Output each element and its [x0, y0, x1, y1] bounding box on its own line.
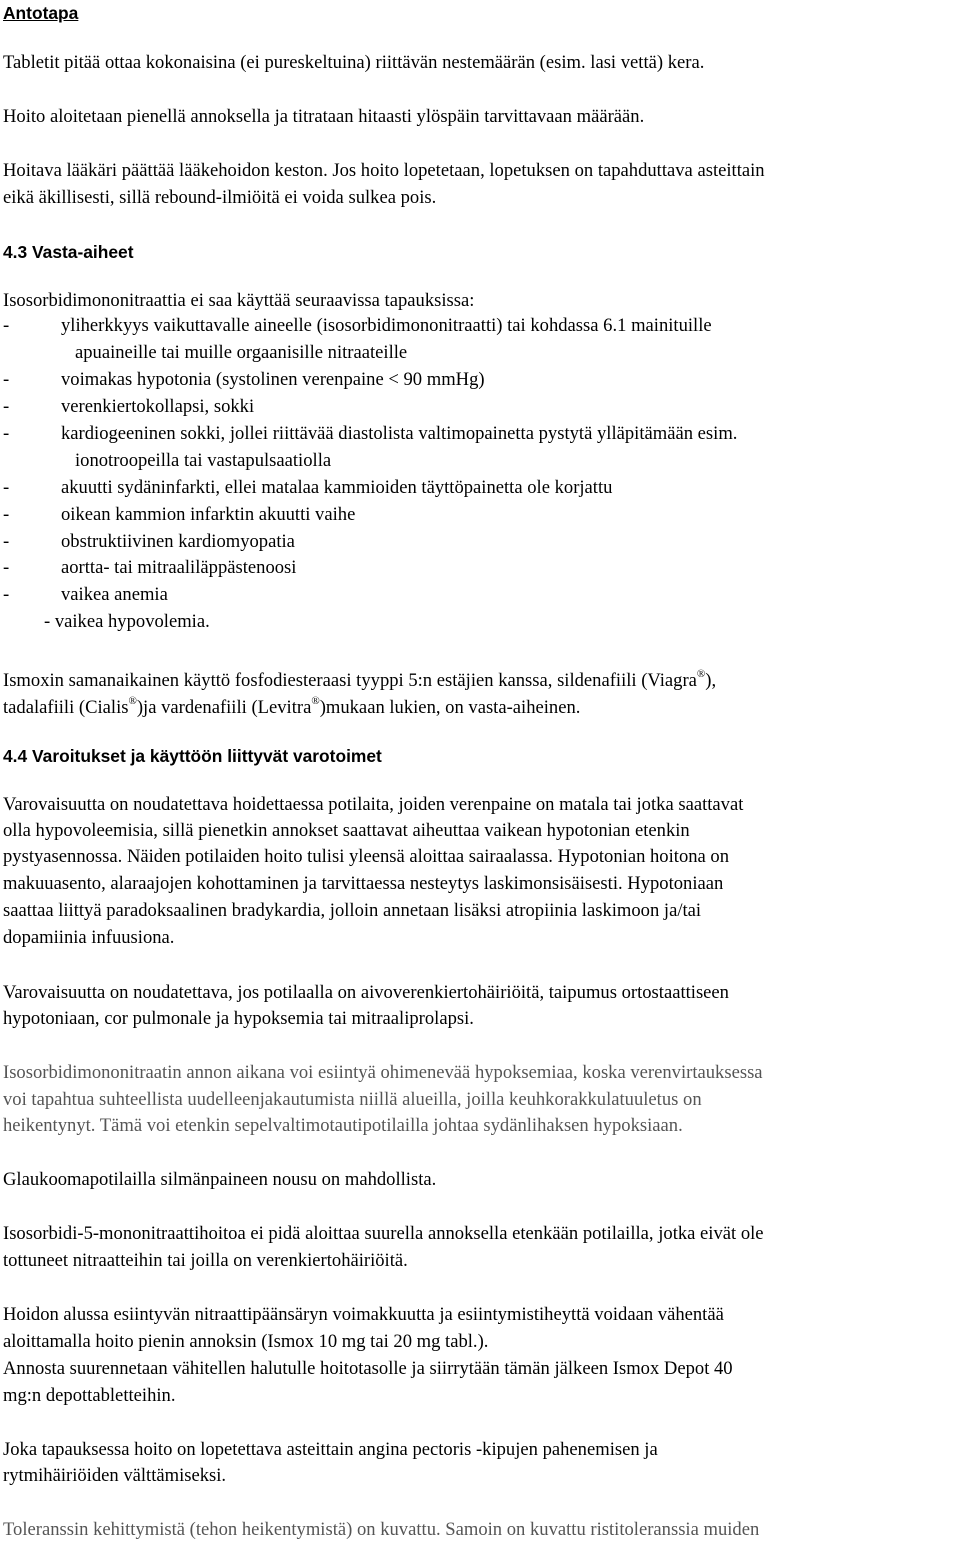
warn-p5-line: Isosorbidi-5-mononitraattihoitoa ei pidä aloittaa suurella annoksella etenkään potilailla, jotka eivät ole	[3, 1223, 764, 1244]
pde5-line-2	[3, 690, 580, 721]
admin-line-1: Tabletit pitää ottaa kokonaisina (ei pureskeltuina) riittävän nestemäärän (esim. lasi vettä) kera.	[3, 52, 705, 73]
warn-p6-line: aloittamalla hoito pienin annoksin (Ismox 10 mg tai 20 mg tabl.).	[3, 1331, 489, 1352]
bullet-dash: -	[3, 369, 10, 390]
warn-p6-line: Hoidon alussa esiintyvän nitraattipäänsäryn voimakkuutta ja esiintymistiheyttä voidaan vähentää	[3, 1304, 724, 1325]
warn-p5-line: tottuneet nitraatteihin tai joilla on verenkiertohäiriöitä.	[3, 1250, 408, 1271]
admin-line-3: Hoitava lääkäri päättää lääkehoidon keston. Jos hoito lopetetaan, lopetuksen on tapahduttava asteittain	[3, 160, 765, 181]
contra-intro: Isosorbidimononitraattia ei saa käyttää seuraavissa tapauksissa:	[3, 290, 475, 311]
contra-item-text: akuutti sydäninfarkti, ellei matalaa kammioiden täyttöpainetta ole korjattu	[61, 477, 613, 498]
bullet-dash: -	[3, 423, 10, 444]
pde5-text: tadalafiili (Cialis	[3, 697, 129, 719]
contra-item-text: kardiogeeninen sokki, jollei riittävää diastolista valtimopainetta pystytä ylläpitämään esim.	[61, 423, 738, 444]
contra-item-text: oikean kammion infarktin akuutti vaihe	[61, 504, 356, 525]
warn-p1-line: pystyasennossa. Näiden potilaiden hoito tulisi yleensä aloittaa sairaalassa. Hypotonian hoitona on	[3, 846, 730, 867]
contra-item-text: vaikea anemia	[61, 584, 168, 605]
section-4-4-heading: 4.4 Varoitukset ja käyttöön liittyvät varotoimet	[3, 746, 382, 766]
registered-mark: ®	[696, 668, 706, 680]
bullet-dash: -	[3, 531, 10, 552]
warn-p1-line: dopamiinia infuusiona.	[3, 927, 175, 948]
warn-p1-line: olla hypovoleemisia, sillä pienetkin annokset saattavat aiheuttaa vaikean hypotonian etenkin	[3, 820, 690, 841]
admin-line-2: Hoito aloitetaan pienellä annoksella ja titrataan hitaasti ylöspäin tarvittavaan määrään.	[3, 106, 645, 127]
warn-p7-line: rytmihäiriöiden välttämiseksi.	[3, 1465, 227, 1486]
pde5-text: ),	[705, 670, 717, 692]
contra-item-text: obstruktiivinen kardiomyopatia	[61, 531, 295, 552]
heading-antotapa: Antotapa	[3, 3, 79, 23]
bullet-dash: -	[3, 504, 10, 525]
contra-item-last: - vaikea hypovolemia.	[44, 611, 210, 632]
warn-p6-line: Annosta suurennetaan vähitellen halutulle hoitotasolle ja siirrytään tämän jälkeen Ismox Depot 40	[3, 1358, 733, 1379]
warn-p1-line: saattaa liittyä paradoksaalinen bradykardia, jolloin annetaan lisäksi atropiinia laskimoon ja/tai	[3, 900, 702, 921]
contra-item-text: voimakas hypotonia (systolinen verenpaine < 90 mmHg)	[61, 369, 485, 390]
warn-p4-line: Glaukoomapotilailla silmänpaineen nousu on mahdollista.	[3, 1169, 437, 1190]
pde5-text: )ja vardenafiili (Levitra	[136, 697, 312, 719]
bullet-dash: -	[3, 315, 10, 336]
pde5-text: Ismoxin samanaikainen käyttö fosfodiesteraasi tyyppi 5:n estäjien kanssa, sildenafiili (Viagra	[3, 670, 697, 692]
warn-p3-line: heikentynyt. Tämä voi etenkin sepelvaltimotautipotilailla johtaa sydänlihaksen hypoksiaan.	[3, 1115, 683, 1136]
warn-p8-line: Toleranssin kehittymistä (tehon heikentymistä) on kuvattu. Samoin on kuvattu ristitoleranssia muiden	[3, 1519, 760, 1540]
warn-p1-line: makuuasento, alaraajojen kohottaminen ja tarvittaessa nesteytys laskimonsisäisesti. Hypotoniaan	[3, 873, 724, 894]
registered-mark: ®	[311, 695, 320, 707]
bullet-dash: -	[3, 477, 10, 498]
section-4-3-heading: 4.3 Vasta-aiheet	[3, 242, 134, 262]
contra-item-text: yliherkkyys vaikuttavalle aineelle (isosorbidimononitraatti) tai kohdassa 6.1 mainituille	[61, 315, 712, 336]
warn-p6-line: mg:n depottabletteihin.	[3, 1385, 176, 1406]
contra-item-continuation: ionotroopeilla tai vastapulsaatiolla	[75, 450, 332, 471]
pde5-text: )mukaan lukien, on vasta-aiheinen.	[319, 697, 581, 719]
warn-p2-line: hypotoniaan, cor pulmonale ja hypoksemia tai mitraaliprolapsi.	[3, 1008, 474, 1029]
bullet-dash: -	[3, 584, 10, 605]
warn-p3-line: Isosorbidimononitraatin annon aikana voi esiintyä ohimenevää hypoksemiaa, koska verenvirtauksessa	[3, 1062, 763, 1083]
bullet-dash: -	[3, 557, 10, 578]
contra-item-continuation: apuaineille tai muille orgaanisille nitraateille	[75, 342, 408, 363]
admin-line-4: eikä äkillisesti, sillä rebound-ilmiöitä ei voida sulkea pois.	[3, 187, 437, 208]
contra-item-text: aortta- tai mitraaliläppästenoosi	[61, 557, 297, 578]
warn-p2-line: Varovaisuutta on noudatettava, jos potilaalla on aivoverenkiertohäiriöitä, taipumus ortostaattiseen	[3, 982, 729, 1003]
registered-mark: ®	[128, 695, 137, 707]
warn-p3-line: voi tapahtua suhteellista uudelleenjakautumista niillä alueilla, joilla keuhkorakkulatuuletus on	[3, 1089, 702, 1110]
warn-p1-line: Varovaisuutta on noudatettava hoidettaessa potilaita, joiden verenpaine on matala tai jotka saattavat	[3, 794, 744, 815]
warn-p7-line: Joka tapauksessa hoito on lopetettava asteittain angina pectoris -kipujen pahenemisen ja	[3, 1439, 658, 1460]
contra-item-text: verenkiertokollapsi, sokki	[61, 396, 255, 417]
bullet-dash: -	[3, 396, 10, 417]
